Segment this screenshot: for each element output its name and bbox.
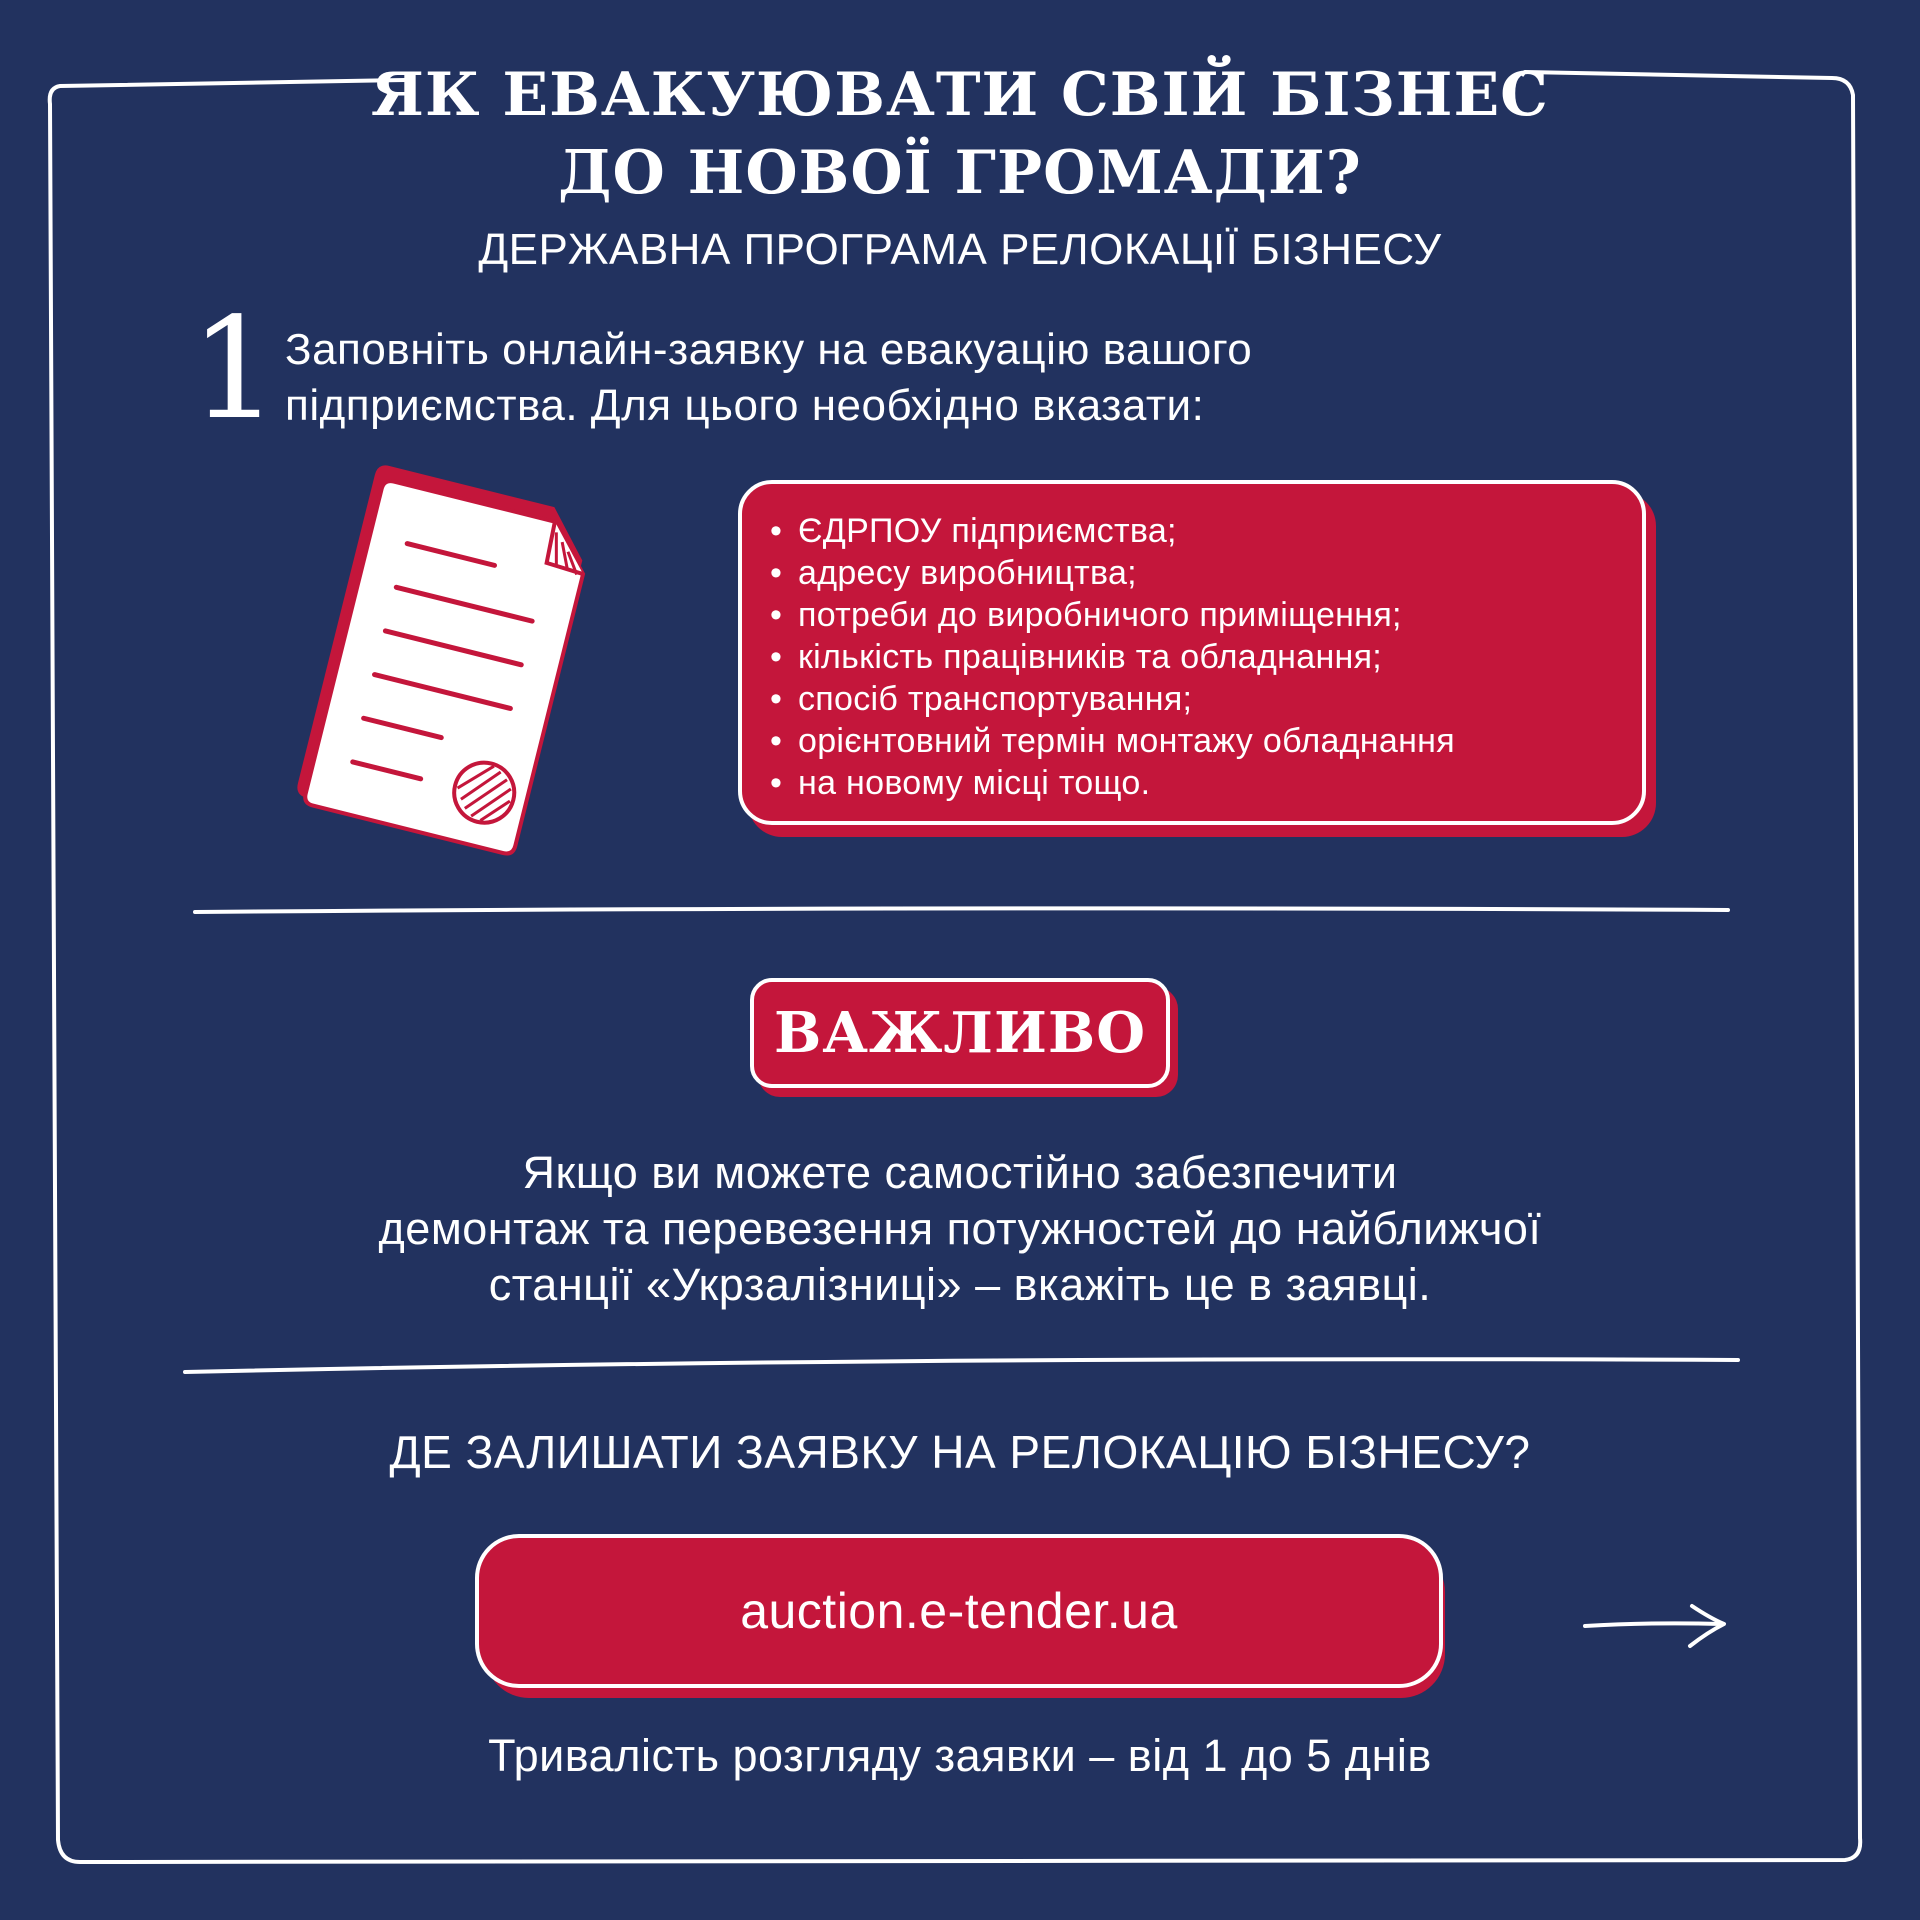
page-subtitle: ДЕРЖАВНА ПРОГРАМА РЕЛОКАЦІЇ БІЗНЕСУ [478, 225, 1442, 274]
important-note-line-2: демонтаж та перевезення потужностей до найближчої [378, 1203, 1542, 1254]
requirement-item: • спосіб транспортування; [770, 678, 1455, 720]
step-instruction-line-1: Заповніть онлайн-заявку на евакуацію вашого [285, 325, 1253, 374]
requirements-list [770, 510, 1455, 804]
step-instruction [285, 322, 1252, 434]
title-line-1: ЯК ЕВАКУЮВАТИ СВІЙ БІЗНЕС [371, 60, 1549, 130]
important-note-line-3: станції «Укрзалізниці» – вкажіть це в заявці. [488, 1259, 1432, 1310]
important-badge: ВАЖЛИВО [750, 978, 1170, 1088]
step-instruction-line-2: підприємства. Для цього необхідно вказати: [285, 381, 1205, 430]
divider-line-1 [195, 908, 1728, 912]
arrow-right-icon [1580, 1600, 1730, 1650]
requirement-item-continuation: • на новому місці тощо. [770, 762, 1455, 804]
review-duration: Тривалість розгляду заявки – від 1 до 5 днів [488, 1730, 1432, 1781]
requirement-item: • потреби до виробничого приміщення; [770, 594, 1455, 636]
requirement-item: • ЄДРПОУ підприємства; [770, 510, 1455, 552]
requirement-item: • адресу виробництва; [770, 552, 1455, 594]
important-note-line-1: Якщо ви можете самостійно забезпечити [522, 1147, 1398, 1198]
page-title [0, 56, 1920, 212]
application-link-button[interactable]: auction.e-tender.ua [475, 1534, 1443, 1688]
title-line-2: ДО НОВОЇ ГРОМАДИ? [558, 138, 1362, 208]
divider-line-2 [185, 1359, 1738, 1372]
important-note [0, 1145, 1920, 1313]
where-to-apply-title: ДЕ ЗАЛИШАТИ ЗАЯВКУ НА РЕЛОКАЦІЮ БІЗНЕСУ? [389, 1426, 1531, 1478]
document-icon [280, 460, 600, 860]
requirement-item: • орієнтовний термін монтажу обладнання [770, 720, 1455, 762]
step-number: 1 [190, 288, 280, 451]
requirement-item: • кількість працівників та обладнання; [770, 636, 1455, 678]
